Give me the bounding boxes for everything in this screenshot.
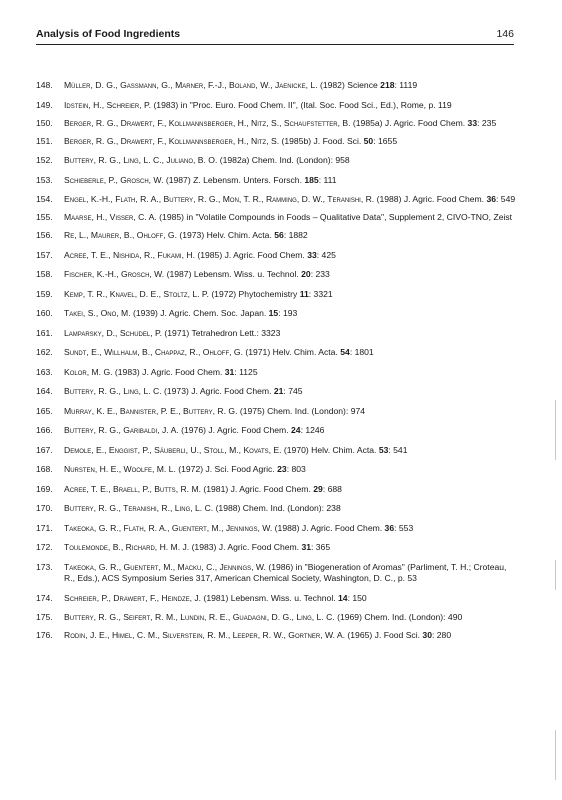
reference-pages: : 1246 bbox=[300, 425, 325, 435]
reference-item bbox=[36, 80, 516, 92]
reference-source: (1982) Science bbox=[317, 80, 381, 90]
reference-source: (1985) in "Volatile Compounds in Foods – Qualitative Data", Supplement 2, CIVO-TNO, Zeist bbox=[156, 212, 513, 222]
reference-source: (1988) Chem. Ind. (London): 238 bbox=[213, 503, 341, 513]
reference-source: (1969) Chem. Ind. (London): 490 bbox=[334, 612, 463, 622]
reference-pages: : 280 bbox=[431, 630, 452, 640]
reference-item bbox=[36, 425, 516, 437]
reference-authors: Re, L., Maurer, B., Ohloff, G. bbox=[64, 230, 177, 240]
page-edge-mark bbox=[555, 730, 556, 780]
reference-pages: : 235 bbox=[477, 117, 497, 128]
reference-item bbox=[36, 406, 516, 418]
reference-number: 161. bbox=[36, 327, 53, 338]
reference-number: 175. bbox=[36, 612, 53, 622]
reference-authors: Schieberle, P., Grosch, W. bbox=[64, 174, 164, 185]
reference-pages: : 111 bbox=[318, 174, 337, 185]
reference-item bbox=[36, 118, 516, 130]
reference-authors: Buttery, R. G., Garibaldi, J. A. bbox=[64, 425, 179, 435]
reference-number: 171. bbox=[36, 522, 53, 533]
reference-volume: 36 bbox=[486, 194, 497, 204]
reference-number: 158. bbox=[36, 269, 53, 279]
reference-number: 160. bbox=[36, 308, 53, 318]
reference-volume: 30 bbox=[422, 630, 432, 640]
reference-source: (1986) in "Biogeneration of Aromas" (Parliment, T. H.; Croteau, R., Eds.), ACS Symposium Series 317, American Chemical Society, Washington, D. C., p. 53 bbox=[64, 561, 507, 583]
reference-authors: Schreier, P., Drawert, F., Heindze, J. bbox=[64, 592, 202, 603]
reference-pages: : 1655 bbox=[373, 135, 398, 146]
reference-pages: : 688 bbox=[322, 483, 342, 494]
reference-source: (1973) Helv. Chim. Acta. bbox=[176, 230, 275, 240]
reference-pages: : 233 bbox=[310, 269, 330, 279]
reference-authors: Idstein, H., Schreier, P. bbox=[64, 99, 152, 110]
reference-number: 168. bbox=[36, 464, 53, 474]
reference-item bbox=[36, 269, 516, 281]
reference-authors: Takeoka, G. R., Flath, R. A., Guentert, M., Jennings, W. bbox=[64, 522, 273, 533]
reference-source: (1981) J. Agric. Food Chem. bbox=[201, 483, 314, 494]
reference-authors: Berger, R. G., Drawert, F., Kollmannsberger, H., Nitz, S., Schaufstetter, B. bbox=[64, 117, 351, 128]
reference-item bbox=[36, 100, 516, 112]
reference-item bbox=[36, 250, 516, 262]
reference-source: (1971) Tetrahedron Lett.: 3323 bbox=[162, 327, 281, 338]
reference-source: (1939) J. Agric. Chem. Soc. Japan. bbox=[130, 308, 269, 318]
reference-item bbox=[36, 230, 516, 242]
reference-pages: : 553 bbox=[394, 522, 414, 533]
reference-number: 172. bbox=[36, 542, 53, 552]
reference-pages: : 193 bbox=[278, 308, 298, 318]
reference-source: (1983) J. Agric. Food Chem. bbox=[112, 366, 225, 377]
reference-authors: Lamparsky, D., Schudel, P. bbox=[64, 327, 163, 338]
reference-source: (1988) J. Agric. Food Chem. bbox=[272, 522, 385, 533]
reference-item bbox=[36, 136, 516, 148]
reference-list bbox=[36, 80, 516, 648]
reference-item bbox=[36, 367, 516, 379]
reference-number: 154. bbox=[36, 194, 53, 204]
reference-source: (1981) Lebensm. Wiss. u. Technol. bbox=[201, 592, 339, 603]
reference-pages: : 3321 bbox=[308, 288, 333, 299]
reference-pages: : 541 bbox=[388, 444, 408, 455]
reference-number: 166. bbox=[36, 425, 53, 435]
reference-item bbox=[36, 484, 516, 496]
reference-pages: : 745 bbox=[283, 386, 303, 396]
reference-item bbox=[36, 155, 516, 167]
reference-number: 176. bbox=[36, 630, 53, 640]
reference-item bbox=[36, 175, 516, 187]
reference-authors: Kemp, T. R., Knavel, D. E., Stoltz, L. P. bbox=[64, 288, 209, 299]
reference-item bbox=[36, 194, 516, 206]
reference-volume: 15 bbox=[268, 308, 279, 318]
reference-volume: 23 bbox=[277, 464, 287, 474]
page-number: 146 bbox=[496, 28, 514, 40]
reference-source: (1988) J. Agric. Food Chem. bbox=[374, 194, 487, 204]
reference-number: 149. bbox=[36, 99, 53, 110]
reference-source: (1985b) J. Food. Sci. bbox=[279, 135, 364, 146]
reference-volume: 14 bbox=[338, 592, 348, 603]
header-title: Analysis of Food Ingredients bbox=[36, 28, 181, 40]
reference-volume: 36 bbox=[384, 522, 395, 533]
reference-volume: 21 bbox=[273, 386, 284, 396]
reference-source: (1973) J. Agric. Food Chem. bbox=[161, 386, 274, 396]
running-header bbox=[36, 26, 514, 45]
reference-authors: Buttery, R. G., Seifert, R. M., Lundin, R. E., Guadagni, D. G., Ling, L. C. bbox=[64, 612, 335, 622]
reference-volume: 56 bbox=[274, 230, 284, 240]
page-edge-mark bbox=[555, 560, 556, 590]
reference-number: 151. bbox=[36, 135, 53, 146]
reference-volume: 50 bbox=[363, 135, 374, 146]
reference-source: (1971) Helv. Chim. Acta. bbox=[242, 347, 341, 357]
reference-number: 165. bbox=[36, 405, 53, 416]
reference-item bbox=[36, 503, 516, 515]
reference-source: (1985a) J. Agric. Food Chem. bbox=[350, 117, 468, 128]
reference-item bbox=[36, 347, 516, 359]
reference-authors: Takei, S., Ono, M. bbox=[64, 308, 131, 318]
reference-authors: Takeoka, G. R., Guentert, M., Macku, C., Jennings, W. bbox=[64, 561, 266, 572]
reference-pages: : 803 bbox=[286, 464, 306, 474]
reference-pages: : 549 bbox=[496, 194, 516, 204]
reference-pages: : 150 bbox=[347, 592, 367, 603]
reference-item bbox=[36, 445, 516, 457]
reference-volume: 33 bbox=[307, 249, 317, 260]
reference-volume: 218 bbox=[380, 80, 395, 90]
reference-source: (1972) J. Sci. Food Agric. bbox=[175, 464, 278, 474]
reference-item bbox=[36, 328, 516, 340]
reference-number: 153. bbox=[36, 174, 53, 185]
reference-source: (1987) Z. Lebensm. Unters. Forsch. bbox=[163, 174, 305, 185]
reference-item bbox=[36, 612, 516, 624]
reference-authors: Nursten, H. E., Woolfe, M. L. bbox=[64, 464, 176, 474]
reference-number: 157. bbox=[36, 249, 53, 260]
reference-volume: 24 bbox=[291, 425, 301, 435]
reference-pages: : 1125 bbox=[234, 366, 258, 377]
reference-item bbox=[36, 593, 516, 605]
reference-authors: Maarse, H., Visser, C. A. bbox=[64, 212, 157, 222]
reference-item bbox=[36, 542, 516, 554]
reference-authors: Berger, R. G., Drawert, F., Kollmannsberger, H., Nitz, S. bbox=[64, 135, 280, 146]
reference-authors: Sundt, E., Willhalm, B., Chappaz, R., Ohloff, G. bbox=[64, 347, 243, 357]
reference-source: (1987) Lebensm. Wiss. u. Technol. bbox=[164, 269, 302, 279]
reference-item bbox=[36, 630, 516, 642]
reference-number: 173. bbox=[36, 561, 53, 572]
reference-source: (1975) Chem. Ind. (London): 974 bbox=[237, 405, 366, 416]
reference-pages: : 365 bbox=[311, 542, 331, 552]
reference-number: 164. bbox=[36, 386, 53, 396]
reference-volume: 29 bbox=[313, 483, 323, 494]
reference-source: (1970) Helv. Chim. Acta. bbox=[281, 444, 379, 455]
reference-item bbox=[36, 464, 516, 476]
reference-volume: 53 bbox=[378, 444, 389, 455]
reference-item bbox=[36, 308, 516, 320]
reference-volume: 31 bbox=[301, 542, 311, 552]
reference-number: 169. bbox=[36, 483, 53, 494]
reference-volume: 20 bbox=[301, 269, 311, 279]
reference-volume: 185 bbox=[304, 174, 319, 185]
reference-item bbox=[36, 289, 516, 301]
reference-authors: Engel, K.-H., Flath, R. A., Buttery, R. G., Mon, T. R., Ramming, D. W., Teranishi, R. bbox=[64, 194, 375, 204]
reference-authors: Müller, D. G., Gassmann, G., Marner, F.-J., Boland, W., Jaenicke, L. bbox=[64, 80, 318, 90]
reference-authors: Acree, T. E., Nishida, R., Fukami, H. bbox=[64, 249, 195, 260]
reference-pages: : 1882 bbox=[283, 230, 308, 240]
reference-number: 174. bbox=[36, 592, 53, 603]
reference-authors: Buttery, R. G., Ling, L. C. bbox=[64, 386, 162, 396]
reference-number: 167. bbox=[36, 444, 53, 455]
page-edge-mark bbox=[555, 400, 556, 460]
reference-source: (1965) J. Food Sci. bbox=[345, 630, 423, 640]
reference-number: 170. bbox=[36, 503, 53, 513]
reference-authors: Toulemonde, B., Richard, H. M. J. bbox=[64, 542, 190, 552]
reference-number: 150. bbox=[36, 117, 53, 128]
reference-volume: 33 bbox=[467, 117, 478, 128]
reference-number: 156. bbox=[36, 230, 53, 240]
reference-volume: 31 bbox=[224, 366, 235, 377]
reference-authors: Acree, T. E., Braell, P., Butts, R. M. bbox=[64, 483, 201, 494]
reference-source: (1985) J. Agric. Food Chem. bbox=[194, 249, 308, 260]
reference-number: 162. bbox=[36, 347, 53, 357]
reference-source: (1972) Phytochemistry bbox=[208, 288, 300, 299]
reference-authors: Fischer, K.-H., Grosch, W. bbox=[64, 269, 165, 279]
reference-pages: : 1801 bbox=[349, 347, 374, 357]
reference-item bbox=[36, 386, 516, 398]
reference-number: 152. bbox=[36, 155, 53, 165]
reference-source: (1976) J. Agric. Food Chem. bbox=[178, 425, 291, 435]
reference-authors: Murray, K. E., Bannister, P. E., Buttery, R. G. bbox=[64, 405, 238, 416]
reference-number: 163. bbox=[36, 366, 53, 377]
reference-number: 155. bbox=[36, 212, 53, 222]
reference-authors: Kolor, M. G. bbox=[64, 366, 113, 377]
reference-authors: Buttery, R. G., Ling, L. C., Juliano, B. O. bbox=[64, 155, 218, 165]
reference-item bbox=[36, 212, 516, 224]
reference-number: 159. bbox=[36, 288, 53, 299]
reference-authors: Demole, E., Enggist, P., Säuberli, U., Stoll, M., Kovats, E. bbox=[64, 444, 282, 455]
reference-authors: Rodin, J. E., Himel, C. M., Silverstein, R. M., Leeper, R. W., Gortner, W. A. bbox=[64, 630, 346, 640]
reference-source: (1983) in "Proc. Euro. Food Chem. II", (Ital. Soc. Food Sci., Ed.), Rome, p. 119 bbox=[151, 99, 452, 110]
reference-pages: : 1119 bbox=[394, 80, 418, 90]
reference-source: (1983) J. Agric. Food Chem. bbox=[189, 542, 302, 552]
reference-item bbox=[36, 523, 516, 535]
reference-number: 148. bbox=[36, 80, 53, 90]
reference-item bbox=[36, 562, 516, 585]
reference-volume: 54 bbox=[340, 347, 350, 357]
reference-pages: : 425 bbox=[316, 249, 336, 260]
reference-authors: Buttery, R. G., Teranishi, R., Ling, L. C. bbox=[64, 503, 214, 513]
reference-volume: 11 bbox=[299, 288, 309, 299]
reference-source: (1982a) Chem. Ind. (London): 958 bbox=[217, 155, 350, 165]
